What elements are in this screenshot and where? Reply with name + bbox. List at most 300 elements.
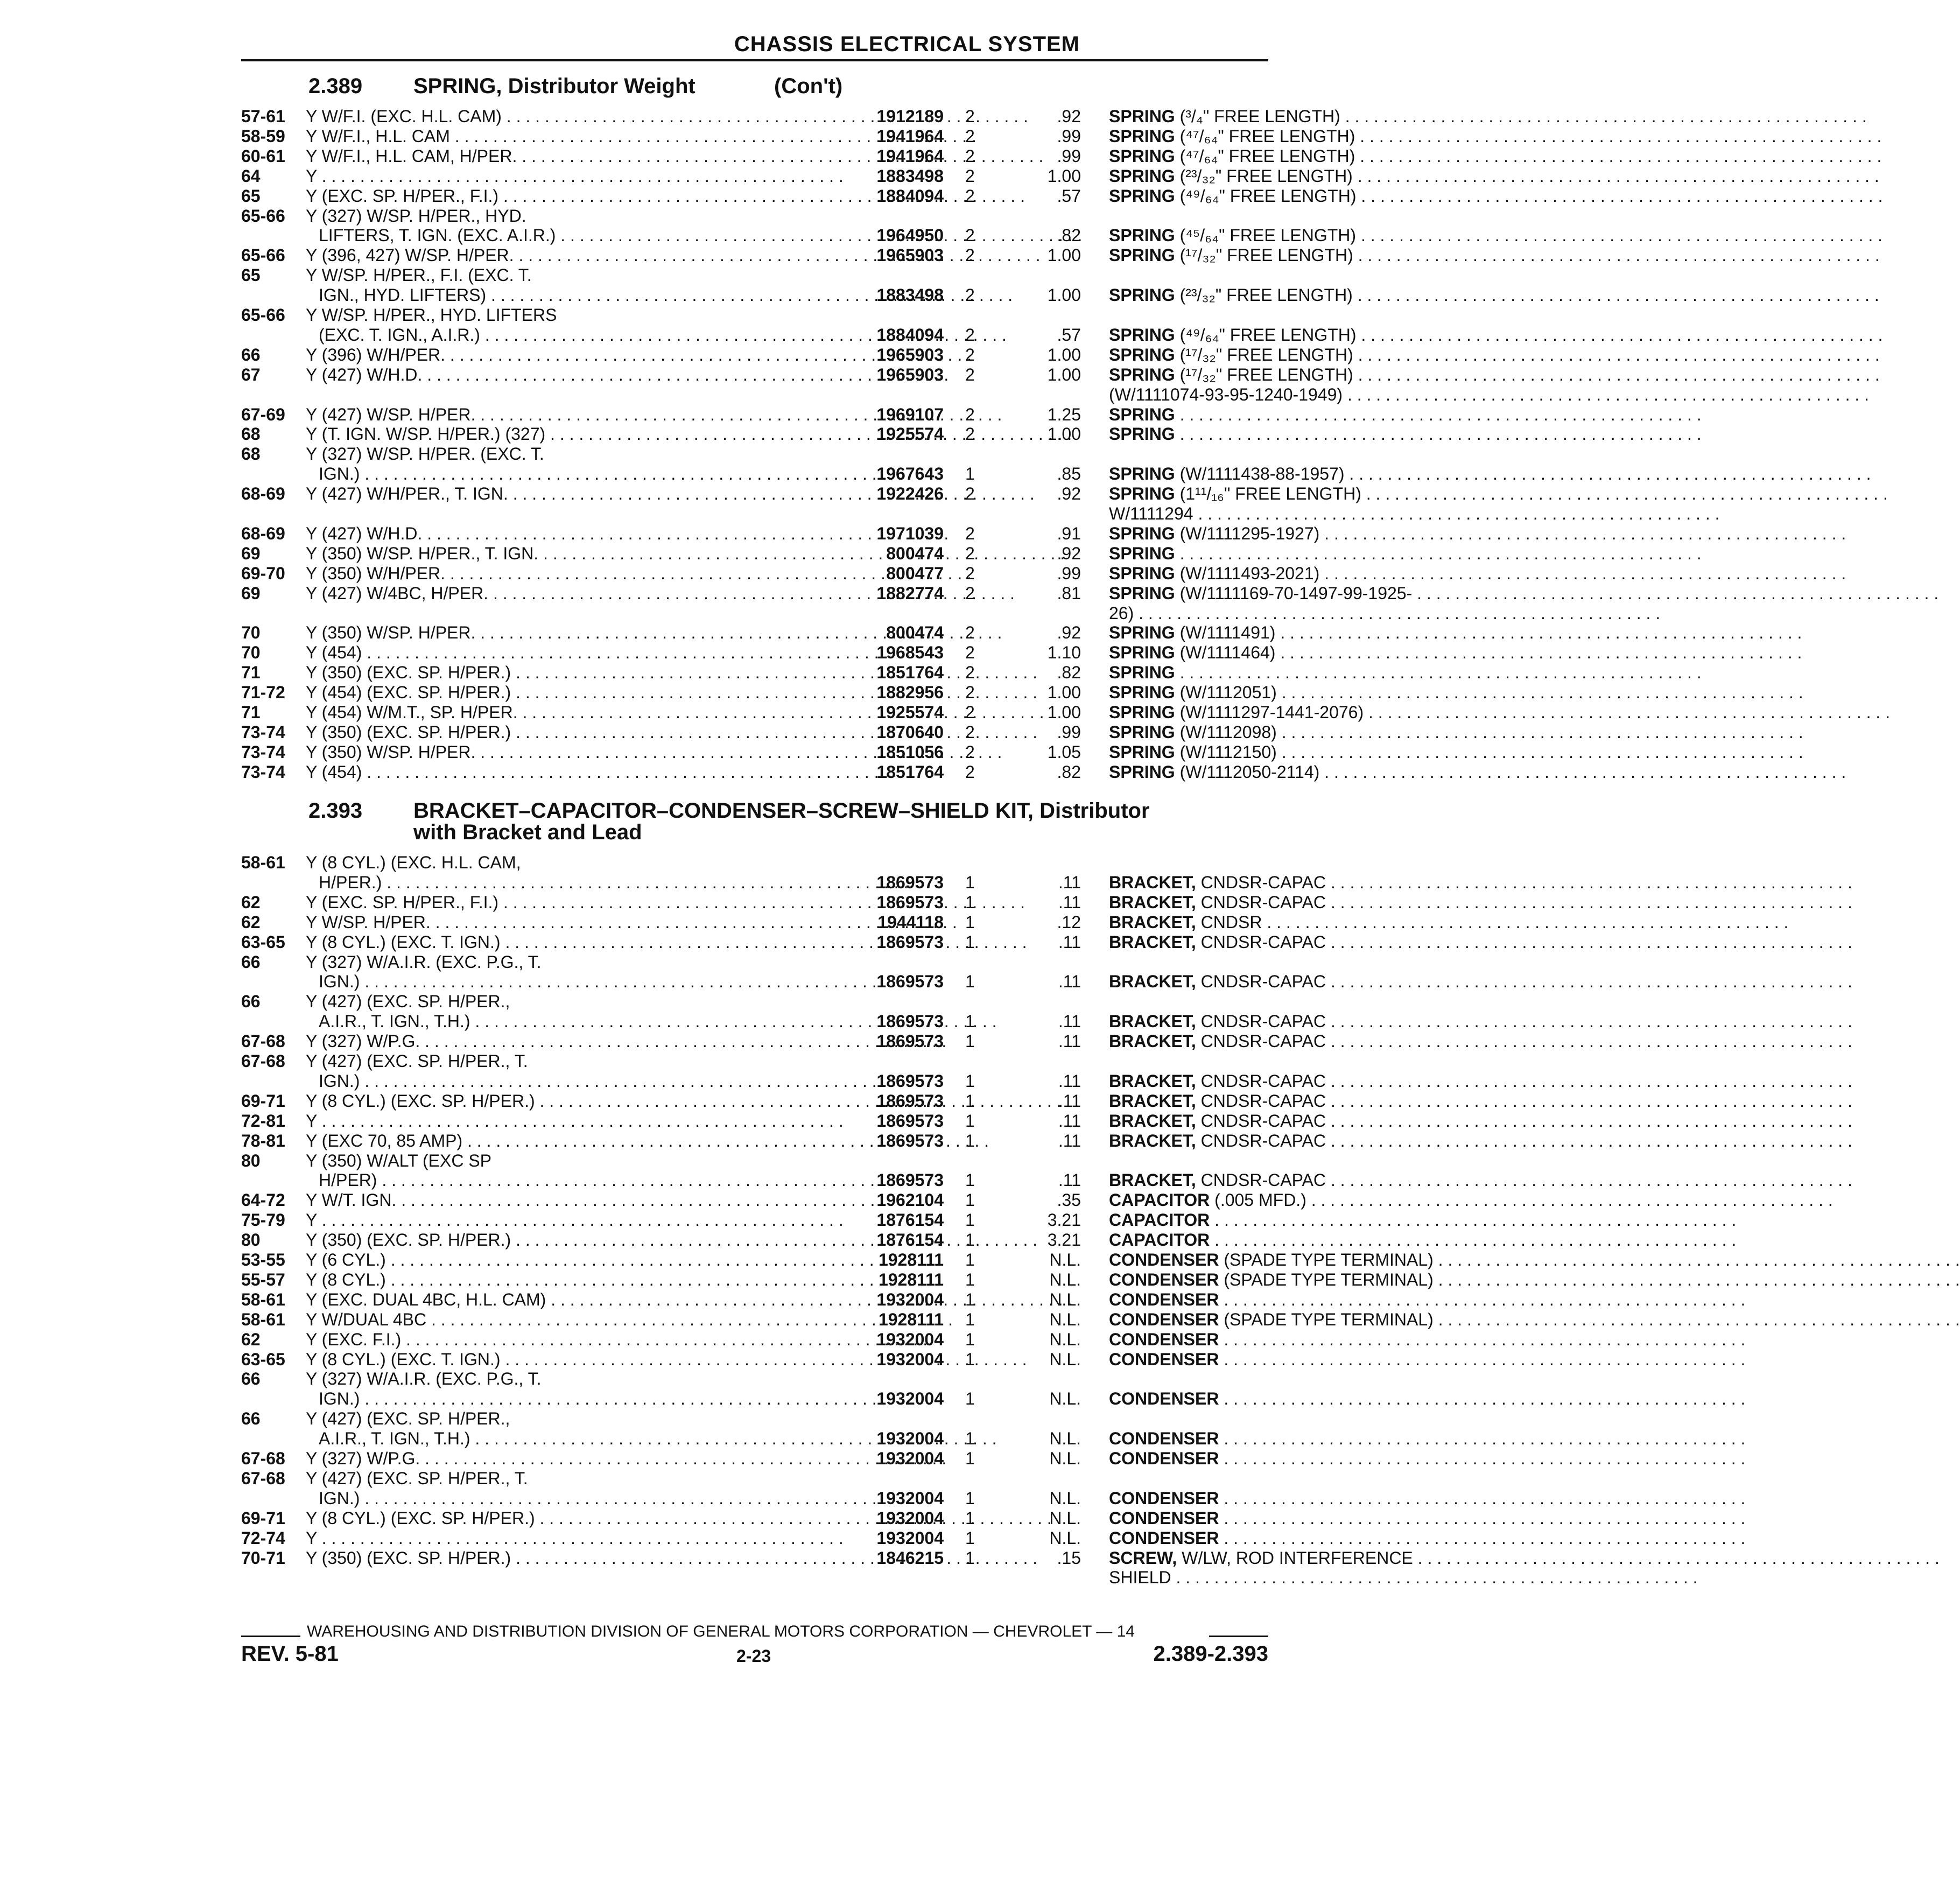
year-range: 67-69 [241, 404, 285, 424]
part-spec: (W/1112051) [1175, 683, 1277, 703]
table-row [241, 1012, 1326, 1031]
part-name-cell [1109, 1210, 1491, 1230]
part-number: 1869573 [876, 1170, 944, 1190]
application-description: IGN.) . . . [306, 1389, 849, 1409]
part-name-cell [1109, 1429, 1491, 1449]
part-spec: (W/1111493-2021) [1175, 563, 1320, 583]
application-description: Y (454) . . . [306, 762, 836, 782]
price: .11 [1058, 932, 1081, 952]
part-number: 1883498 [876, 285, 944, 305]
part-number: 1882774 [876, 583, 944, 603]
part-spec: (W/1112150) [1175, 742, 1277, 762]
year-range: 62 [241, 1329, 261, 1349]
application-description: Y . . . [306, 166, 836, 186]
table-row [241, 722, 1277, 742]
table-row [241, 1409, 1268, 1429]
price: N.L. [1049, 1488, 1081, 1508]
table-row [241, 742, 1277, 762]
part-spec: (⁴⁷/₆₄" FREE LENGTH) [1175, 126, 1355, 146]
quantity: 2 [965, 226, 975, 245]
part-spec: (W/1111074-93-95-1240-1949) [1109, 384, 1343, 404]
application-description: Y (327) W/P.G. . . . [306, 1031, 836, 1051]
quantity: 1 [965, 1250, 975, 1269]
footer-left-rule [241, 1636, 300, 1637]
price: .11 [1058, 872, 1081, 892]
application-description: Y (427) W/H.D. . . . [306, 524, 836, 544]
part-name: SCREW, [1109, 1548, 1177, 1568]
price: 1.00 [1047, 245, 1081, 265]
part-name-cell [1109, 1290, 1491, 1310]
price: N.L. [1049, 1508, 1081, 1528]
part-number: 1962104 [876, 1190, 944, 1210]
price: .99 [1057, 146, 1081, 166]
application-description: Y (427) W/H.D. . . . [306, 365, 836, 385]
year-range: 80 [241, 1150, 261, 1170]
quantity: 2 [965, 762, 975, 782]
part-number: 1932004 [876, 1528, 944, 1548]
part-name-cell [1109, 643, 1491, 663]
year-range: 69 [241, 583, 261, 603]
quantity: 2 [965, 404, 975, 424]
section-number: 2.393 [308, 799, 363, 823]
part-name-cell [1109, 1270, 1491, 1290]
part-spec: (³/₄" FREE LENGTH) [1175, 107, 1340, 126]
quantity: 2 [965, 643, 975, 663]
part-name-cell [1109, 584, 1491, 603]
table-row [241, 206, 1268, 226]
part-name: SPRING [1109, 543, 1175, 563]
table-row [241, 226, 1357, 245]
part-name-cell [1109, 873, 1491, 893]
table-row [241, 464, 1345, 484]
year-range: 70-71 [241, 1548, 285, 1568]
year-range: 65 [241, 186, 261, 206]
quantity: 1 [965, 892, 975, 912]
part-number: 1965903 [876, 245, 944, 265]
application-description: IGN.) . . . [306, 464, 849, 484]
table-row [241, 663, 1268, 683]
price: 1.00 [1047, 703, 1081, 722]
price: .92 [1057, 484, 1081, 504]
part-number: 1932004 [876, 1488, 944, 1508]
quantity: 1 [965, 1031, 975, 1051]
application-description: Y (EXC. SP. H/PER., F.I.) . . . [306, 893, 836, 913]
part-name: CAPACITOR [1109, 1230, 1210, 1250]
table-row [241, 583, 1413, 603]
part-name: BRACKET, [1109, 932, 1196, 952]
application-description: Y . . . [306, 1528, 836, 1548]
application-description: Y . . . [306, 1210, 836, 1230]
application-description: Y (327) W/SP. H/PER. (EXC. T. [306, 444, 544, 464]
table-row [241, 265, 1268, 285]
quantity: 2 [965, 742, 975, 762]
part-number: 1851764 [876, 663, 944, 683]
price: .11 [1058, 1012, 1081, 1031]
part-name-cell [1109, 932, 1491, 952]
part-name: SPRING [1109, 484, 1175, 504]
part-number: 1869573 [876, 872, 944, 892]
part-name-cell [1109, 1528, 1491, 1548]
table-row [241, 1309, 1434, 1330]
table-row [241, 405, 1268, 425]
part-name-cell [1109, 1091, 1491, 1111]
quantity: 1 [965, 1329, 975, 1349]
table-row [241, 853, 1268, 873]
part-name: SPRING [1109, 742, 1175, 762]
year-range: 73-74 [241, 762, 285, 782]
part-number: 1941964 [876, 126, 944, 146]
quantity: 2 [965, 543, 975, 563]
year-range: 73-74 [241, 742, 285, 762]
part-number: 1869573 [876, 1091, 944, 1111]
application-description: Y (6 CYL.) . . . [306, 1250, 836, 1270]
year-range: 67 [241, 364, 261, 384]
part-name: BRACKET, [1109, 1131, 1196, 1150]
year-range: 66 [241, 345, 261, 364]
price: .11 [1058, 1131, 1081, 1150]
part-spec: CNDSR-CAPAC [1196, 1071, 1326, 1091]
part-spec: W/1111294 [1109, 504, 1193, 523]
price: .11 [1058, 892, 1081, 912]
table-row [241, 643, 1276, 663]
table-row [241, 1269, 1434, 1290]
part-spec: CNDSR-CAPAC [1196, 892, 1326, 912]
part-spec: (W/1112050-2114) [1175, 762, 1320, 782]
quantity: 1 [965, 1170, 975, 1190]
part-name: SPRING [1109, 722, 1175, 742]
revision-label: REV. 5-81 [241, 1642, 339, 1666]
table-row [241, 1429, 1268, 1449]
price: 1.10 [1047, 643, 1081, 663]
price: .99 [1057, 126, 1081, 146]
part-name-cell [1109, 1508, 1491, 1528]
part-name-cell [1109, 1111, 1491, 1131]
part-spec: (.005 MFD.) [1210, 1190, 1306, 1210]
quantity: 1 [965, 1508, 975, 1528]
table-row [241, 1350, 1268, 1370]
year-range: 57-61 [241, 107, 285, 126]
part-spec: (W/1111169-70-1497-99-1925- [1175, 583, 1413, 603]
application-description: Y (350) (EXC. SP. H/PER.) . . . [306, 722, 836, 742]
quantity: 1 [965, 464, 975, 484]
part-name-cell [1109, 1170, 1491, 1190]
application-description: IGN.) . . . [306, 1071, 849, 1091]
part-spec: SHIELD [1109, 1568, 1171, 1588]
part-name: SPRING [1109, 404, 1175, 424]
price: .82 [1057, 226, 1081, 245]
application-description: Y (427) (EXC. SP. H/PER., T. [306, 1051, 528, 1071]
price: .11 [1058, 1031, 1081, 1051]
application-description: H/PER) . . . [306, 1170, 849, 1190]
application-description: Y (EXC. F.I.) . . . [306, 1330, 836, 1350]
section-title: SPRING, Distributor Weight [413, 74, 696, 98]
part-spec: (⁴⁹/₆₄" FREE LENGTH) [1175, 186, 1357, 206]
price: .91 [1057, 523, 1081, 543]
part-name-cell [1109, 762, 1491, 782]
part-number: 1869573 [876, 932, 944, 952]
price: 1.00 [1047, 424, 1081, 444]
price: .57 [1057, 186, 1081, 206]
quantity: 2 [965, 325, 975, 345]
price: .15 [1057, 1548, 1081, 1568]
part-number: 1928111 [878, 1269, 944, 1289]
application-description: Y (350) (EXC. SP. H/PER.) . . . [306, 663, 836, 683]
part-name: BRACKET, [1109, 1031, 1196, 1051]
table-row [241, 1091, 1326, 1111]
section-range: 2.389-2.393 [1153, 1642, 1268, 1666]
price: N.L. [1049, 1250, 1081, 1269]
quantity: 1 [965, 1111, 975, 1131]
application-description: A.I.R., T. IGN., T.H.) . . . [306, 1429, 849, 1449]
table-row [241, 623, 1276, 643]
part-number: 1912189 [876, 107, 944, 126]
part-name: SPRING [1109, 643, 1175, 663]
part-name: SPRING [1109, 703, 1175, 722]
quantity: 1 [965, 1548, 975, 1568]
year-range: 80 [241, 1230, 261, 1250]
quantity: 1 [965, 1230, 975, 1250]
quantity: 1 [965, 912, 975, 932]
price: N.L. [1049, 1329, 1081, 1349]
part-spec: (²³/₃₂" FREE LENGTH) [1175, 285, 1353, 305]
part-name: CAPACITOR [1109, 1190, 1210, 1210]
table-row [241, 683, 1277, 703]
part-spec: CNDSR-CAPAC [1196, 872, 1326, 892]
part-name-cell [1109, 703, 1491, 722]
table-row [241, 424, 1268, 444]
part-name: CONDENSER [1109, 1309, 1219, 1329]
part-name-cell [1109, 464, 1491, 484]
year-range: 67-68 [241, 1031, 285, 1051]
part-name: SPRING [1109, 623, 1175, 643]
part-number: 1944118 [877, 912, 944, 932]
application-description: Y (EXC 70, 85 AMP) . . . [306, 1131, 836, 1151]
part-number: 1971039 [876, 523, 944, 543]
year-range: 67-68 [241, 1051, 285, 1071]
part-spec: (²³/₃₂" FREE LENGTH) [1175, 166, 1353, 186]
price: .11 [1058, 972, 1081, 992]
table-row [241, 126, 1355, 146]
application-description: Y (EXC. DUAL 4BC, H.L. CAM) . . . [306, 1290, 836, 1310]
part-number: 1882956 [876, 683, 944, 703]
part-name: BRACKET, [1109, 972, 1196, 992]
part-number: 1968543 [876, 643, 944, 663]
year-range: 60-61 [241, 146, 285, 166]
part-name-cell [1109, 742, 1491, 762]
part-name: CONDENSER [1109, 1429, 1219, 1449]
year-range: 68-69 [241, 523, 285, 543]
quantity: 1 [965, 1131, 975, 1150]
year-range: 63-65 [241, 1349, 285, 1369]
part-name-cell [1109, 226, 1491, 245]
part-number: 1870640 [876, 722, 944, 742]
section-title-line-2: with Bracket and Lead [413, 820, 642, 844]
table-row [241, 913, 1268, 932]
table-row [241, 1111, 1326, 1131]
part-name: BRACKET, [1109, 912, 1196, 932]
quantity: 1 [965, 1071, 975, 1091]
price: 1.05 [1047, 742, 1081, 762]
part-name-cell [1109, 564, 1491, 584]
part-number: 800477 [886, 563, 944, 583]
application-description: Y (327) W/A.I.R. (EXC. P.G., T. [306, 1369, 542, 1389]
year-range: 66 [241, 952, 261, 972]
part-number: 1964950 [876, 226, 944, 245]
part-name: CONDENSER [1109, 1289, 1219, 1309]
table-row [241, 1170, 1326, 1190]
table-row [241, 504, 1268, 524]
part-name: SPRING [1109, 424, 1175, 444]
table-row [241, 1449, 1268, 1469]
application-description: Y (T. IGN. W/SP. H/PER.) (327) . . . [306, 424, 836, 444]
part-spec: (¹⁷/₃₂" FREE LENGTH) [1175, 364, 1353, 384]
part-name: SPRING [1109, 663, 1175, 683]
part-number: 1869573 [876, 1012, 944, 1031]
table-row [241, 932, 1326, 952]
price: .57 [1057, 325, 1081, 345]
application-description: Y (454) . . . [306, 643, 836, 663]
part-spec: CNDSR [1196, 912, 1262, 932]
part-name-cell [1109, 1250, 1491, 1270]
part-spec: CNDSR-CAPAC [1196, 1091, 1326, 1111]
quantity: 1 [965, 1289, 975, 1309]
table-row [241, 992, 1268, 1012]
part-name: CONDENSER [1109, 1528, 1219, 1548]
quantity: 1 [965, 1528, 975, 1548]
section-title-line-1: BRACKET–CAPACITOR–CONDENSER–SCREW–SHIELD KIT, Distributor [413, 799, 1150, 823]
price: .82 [1057, 663, 1081, 683]
year-range: 65 [241, 265, 261, 285]
application-description: LIFTERS, T. IGN. (EXC. A.I.R.) . . . [306, 226, 849, 245]
part-name: BRACKET, [1109, 1012, 1196, 1031]
table-row [241, 523, 1320, 544]
part-name-cell [1109, 1310, 1491, 1330]
part-name-cell [1109, 166, 1491, 186]
application-description: Y (427) W/4BC, H/PER. . . . [306, 584, 836, 603]
part-number: 1869573 [876, 1071, 944, 1091]
part-name-cell [1109, 623, 1491, 643]
part-spec: CNDSR-CAPAC [1196, 1012, 1326, 1031]
table-row [241, 972, 1326, 992]
part-spec: CNDSR-CAPAC [1196, 1111, 1326, 1131]
section-continued: (Con't) [774, 74, 843, 98]
application-description: Y (350) W/SP. H/PER. . . . [306, 623, 836, 643]
part-name-cell [1109, 893, 1491, 913]
table-row [241, 285, 1353, 305]
table-row [241, 1528, 1268, 1548]
part-number: 1851764 [876, 762, 944, 782]
application-description: Y (327) W/P.G. . . . [306, 1449, 836, 1469]
application-description: IGN., HYD. LIFTERS) . . . [306, 285, 849, 305]
price: N.L. [1049, 1389, 1081, 1409]
application-description: Y (427) W/H/PER., T. IGN. . . . [306, 484, 836, 504]
part-name-cell [1109, 1012, 1491, 1031]
price: .82 [1057, 762, 1081, 782]
quantity: 1 [965, 1488, 975, 1508]
part-name-cell [1109, 1330, 1491, 1350]
part-name: CONDENSER [1109, 1508, 1219, 1528]
part-number: 800474 [886, 543, 944, 563]
part-name-cell [1109, 186, 1491, 206]
application-description: Y (396, 427) W/SP. H/PER. . . . [306, 245, 836, 265]
quantity: 2 [965, 583, 975, 603]
section-2-393-heading [241, 799, 1268, 847]
application-description: (EXC. T. IGN., A.I.R.) . . . [306, 325, 849, 345]
part-name: SPRING [1109, 583, 1175, 603]
price: .11 [1058, 1091, 1081, 1111]
part-name: CONDENSER [1109, 1250, 1219, 1269]
application-description: Y (327) W/A.I.R. (EXC. P.G., T. [306, 952, 542, 972]
price: 1.00 [1047, 166, 1081, 186]
year-range: 65-66 [241, 206, 285, 226]
part-spec: (W/1111464) [1175, 643, 1276, 663]
part-number: 1876154 [876, 1210, 944, 1230]
table-row [241, 1230, 1268, 1250]
part-number: 800474 [886, 623, 944, 643]
quantity: 2 [965, 484, 975, 504]
part-number: 1932004 [876, 1508, 944, 1528]
part-spec: CNDSR-CAPAC [1196, 1031, 1326, 1051]
table-row [241, 444, 1268, 464]
part-name: SPRING [1109, 345, 1175, 364]
year-range: 75-79 [241, 1210, 285, 1230]
part-number: 1928111 [878, 1309, 944, 1329]
year-range: 63-65 [241, 932, 285, 952]
price: .35 [1057, 1190, 1081, 1210]
table-row [241, 1071, 1326, 1091]
part-name: BRACKET, [1109, 1170, 1196, 1190]
part-number: 1884094 [876, 186, 944, 206]
header-rule [241, 59, 1268, 61]
part-spec: (SPADE TYPE TERMINAL) [1219, 1269, 1434, 1289]
part-number: 1925574 [876, 703, 944, 722]
table-row [241, 544, 1268, 564]
year-range: 69-70 [241, 563, 285, 583]
year-range: 65-66 [241, 245, 285, 265]
table-row [241, 245, 1353, 265]
table-row [241, 1031, 1326, 1051]
part-number: 1932004 [876, 1289, 944, 1309]
table-row [241, 603, 1268, 623]
application-description: Y W/F.I. (EXC. H.L. CAM) . . . [306, 107, 836, 127]
table-row [241, 364, 1353, 385]
table-row [241, 1210, 1268, 1230]
year-range: 66 [241, 1409, 261, 1429]
table-row [241, 1250, 1434, 1270]
price: 3.21 [1047, 1210, 1081, 1230]
part-spec: CNDSR-CAPAC [1196, 972, 1326, 992]
part-name-cell [1109, 345, 1491, 365]
part-spec: (W/1111438-88-1957) [1175, 464, 1345, 484]
price: .99 [1057, 563, 1081, 583]
application-description: Y (350) (EXC. SP. H/PER.) . . . [306, 1548, 836, 1568]
quantity: 2 [965, 424, 975, 444]
section-2-389-heading [241, 74, 1268, 101]
table-row [241, 762, 1320, 782]
application-description: Y (EXC. SP. H/PER., F.I.) . . . [306, 186, 836, 206]
part-name: BRACKET, [1109, 892, 1196, 912]
quantity: 1 [965, 932, 975, 952]
price: N.L. [1049, 1309, 1081, 1329]
part-number: 1883498 [876, 166, 944, 186]
part-number: 1932004 [876, 1349, 944, 1369]
quantity: 2 [965, 146, 975, 166]
table-row [241, 1131, 1326, 1151]
table-row [241, 1548, 1413, 1568]
price: 1.25 [1047, 404, 1081, 424]
year-range: 68 [241, 444, 261, 464]
part-name: SPRING [1109, 285, 1175, 305]
